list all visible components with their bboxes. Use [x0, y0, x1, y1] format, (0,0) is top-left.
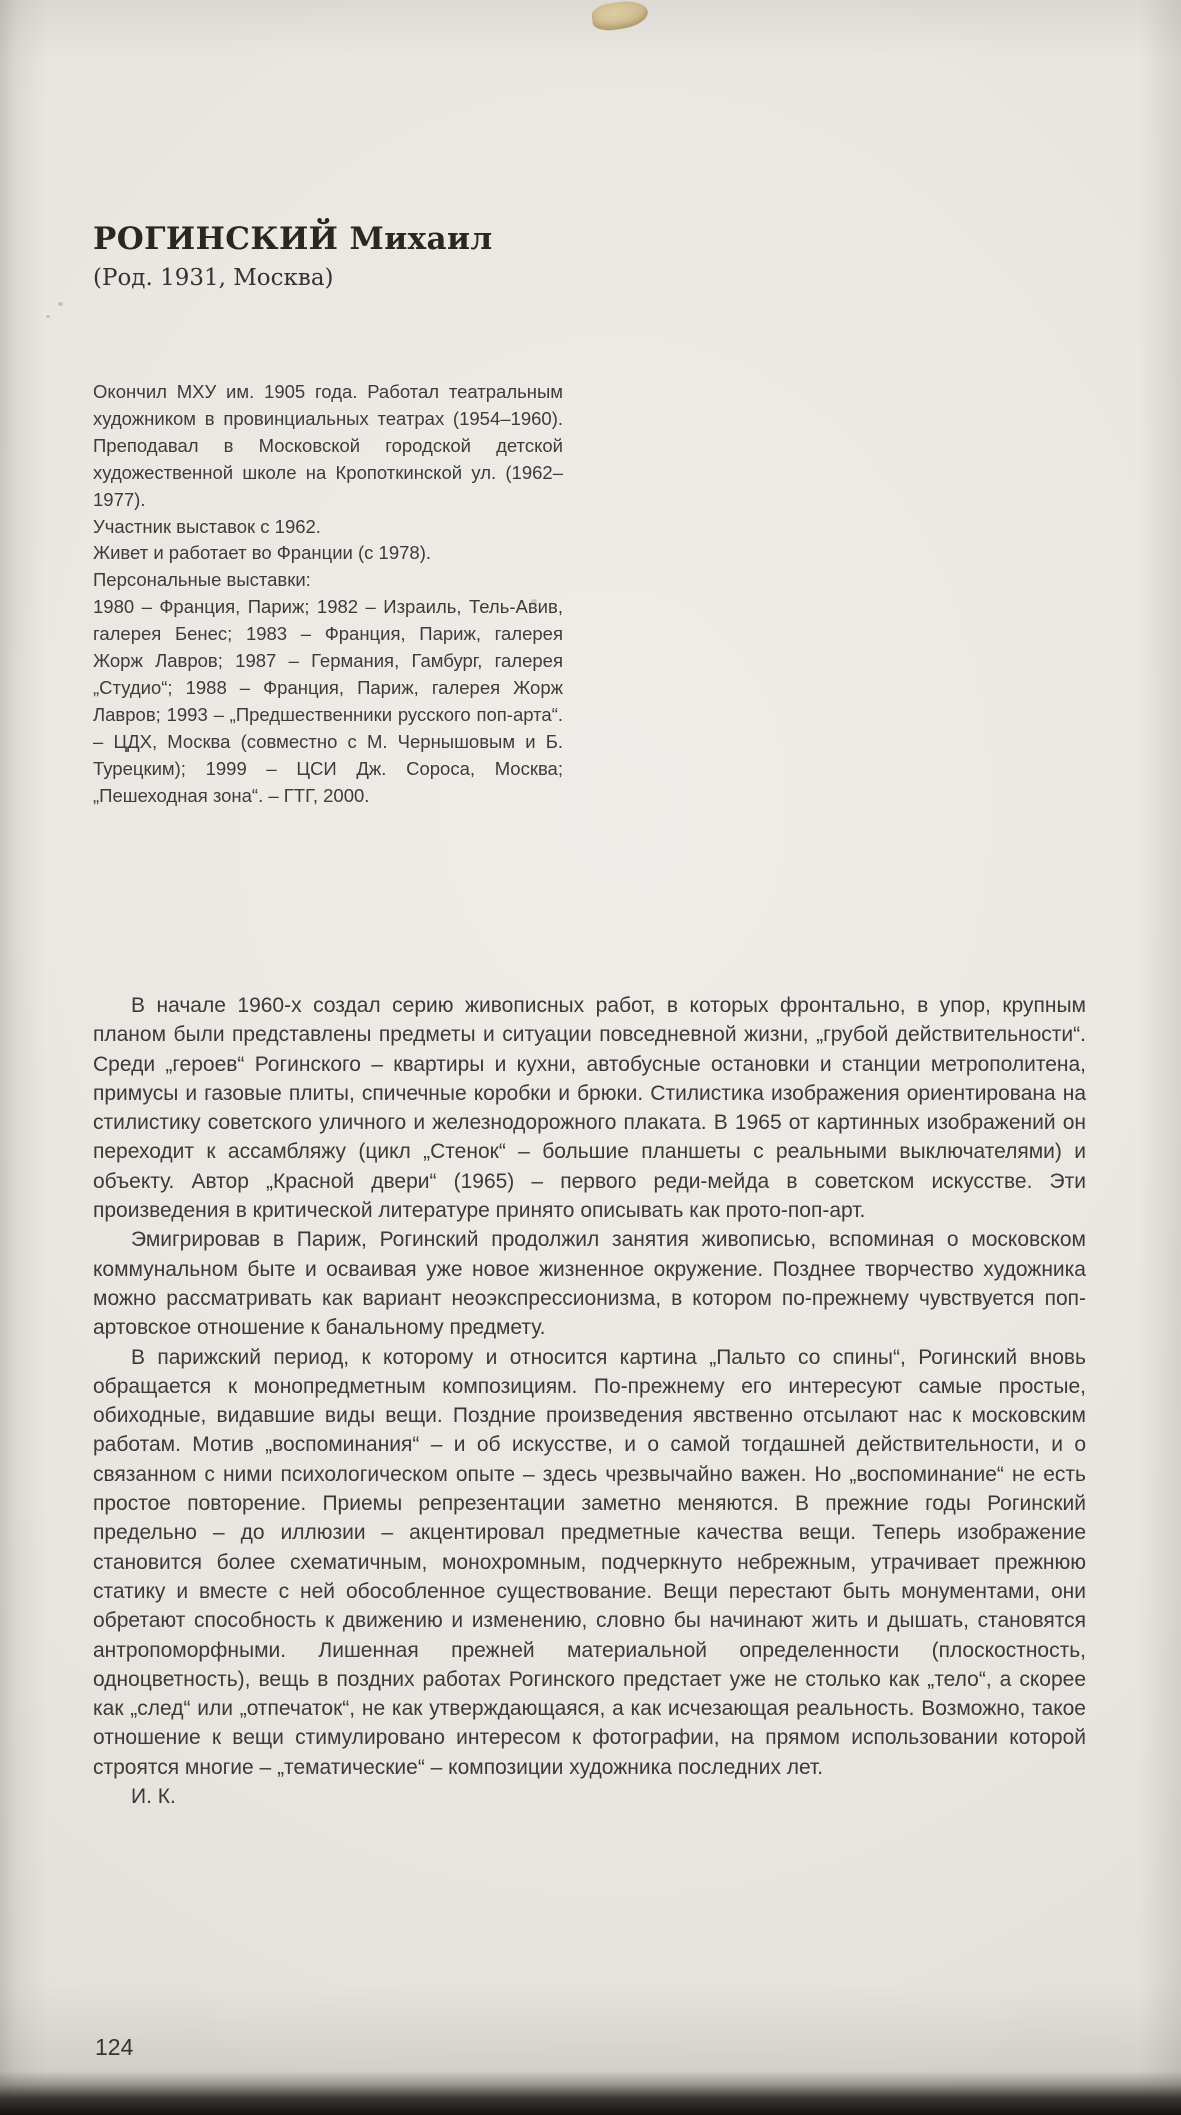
- paper-speck: [46, 315, 50, 318]
- biography-block: [93, 379, 563, 810]
- bio-exhibitions-since-text: Участник выставок с 1962.: [93, 515, 321, 537]
- author-initials: И. К.: [131, 1785, 176, 1809]
- essay-paragraph: Эмигрировав в Париж, Рогинский продолжил занятия живописью, вспоминая о московском коммунальном быте и осваивая уже новое жизненное окружение. Позднее творчество художника можно рассматривать как вариант неоэкспрессионизма, в котором по-прежнему чувствуется поп-артовское отношение к банальному предмету.: [93, 1228, 1086, 1340]
- article-header: [93, 221, 493, 291]
- bio-personal-exhibitions-list: 1980 – Франция, Париж; 1982 – Израиль, Тель-Авив, галерея Бенес; 1983 – Франция, Париж, галерея Жорж Лавров; 1987 – Германия, Гамбург, галерея „Студио“; 1988 – Франция, Париж, галерея Жорж Лавров; 1993 – „Предшественники русского поп-арта“. – ЦДХ, Москва (совместно с М. Чернышовым и Б. Турецким); 1999 – ЦСИ Дж. Сороса, Москва; „Пешеходная зона“. – ГТГ, 2000.: [93, 596, 563, 806]
- essay-block: [93, 991, 1086, 1811]
- paper-speck: [58, 302, 63, 306]
- essay-paragraph: В парижский период, к которому и относится картина „Пальто со спины“, Рогинский вновь обращается к монопредметным композициям. По-прежнему его интересуют самые простые, обиходные, видавшие виды вещи. Поздние произведения явственно отсылают нас к московским работам. Мотив „воспоминания“ – и об искусстве, и о самой тогдашней действительности, и о связанном с ними психологическом опыте – здесь чрезвычайно важен. Но „воспоминание“ не есть простое повторение. Приемы репрезентации заметно меняются. В прежние годы Рогинский предельно – до иллюзии – акцентировал предметные качества вещи. Теперь изображение становится более схематичным, монохромным, подчеркнуто небрежным, утрачивает прежнюю статику и вместе с ней обособленное существование. Вещи перестают быть монументами, они обретают способность к движению и изменению, словно бы начинают жить и дышать, становятся антропоморфными. Лишенная прежней материальной определенности (плоскостность, одноцветность), вещь в поздних работах Рогинского предстает уже не столько как „тело“, а скорее как „след“ или „отпечаток“, не как утверждающаяся, а как исчезающая реальность. Возможно, такое отношение к вещи стимулировано интересом к фотографии, на прямом использовании которой строятся многие – „тематические“ – композиции художника последних лет.: [93, 1345, 1086, 1779]
- page-number: 124: [95, 2034, 134, 2060]
- bio-lives-works-text: Живет и работает во Франции (с 1978).: [93, 542, 432, 564]
- bio-education-text: Окончил МХУ им. 1905 года. Работал театральным художником в провинциальных театрах (1954–1960). Преподавал в Московской городской детской художественной школе на Кропоткинской ул. (1962–1977).: [93, 381, 563, 510]
- tape-mark: [591, 0, 650, 32]
- artist-name-title: РОГИНСКИЙ Михаил: [93, 221, 493, 257]
- bio-personal-exhibitions-label: Персональные выставки:: [93, 569, 311, 591]
- essay-paragraph: В начале 1960-х создал серию живописных работ, в которых фронтально, в упор, крупным планом были представлены предметы и ситуации повседневной жизни, „грубой действительности“. Среди „героев“ Рогинского – квартиры и кухни, автобусные остановки и станции метрополитена, примусы и газовые плиты, спичечные коробки и брюки. Стилистика изображения ориентирована на стилистику советского уличного и железнодорожного плаката. В 1965 от картинных изображений он переходит к ассамбляжу (цикл „Стенок“ – большие планшеты с реальными выключателями) и объекту. Автор „Красной двери“ (1965) – первого реди-мейда в советском искусстве. Эти произведения в критической литературе принято описывать как прото-поп-арт.: [93, 994, 1086, 1223]
- artist-birth-subtitle: (Род. 1931, Москва): [93, 265, 334, 291]
- scan-edge-shadow: [0, 2071, 1181, 2115]
